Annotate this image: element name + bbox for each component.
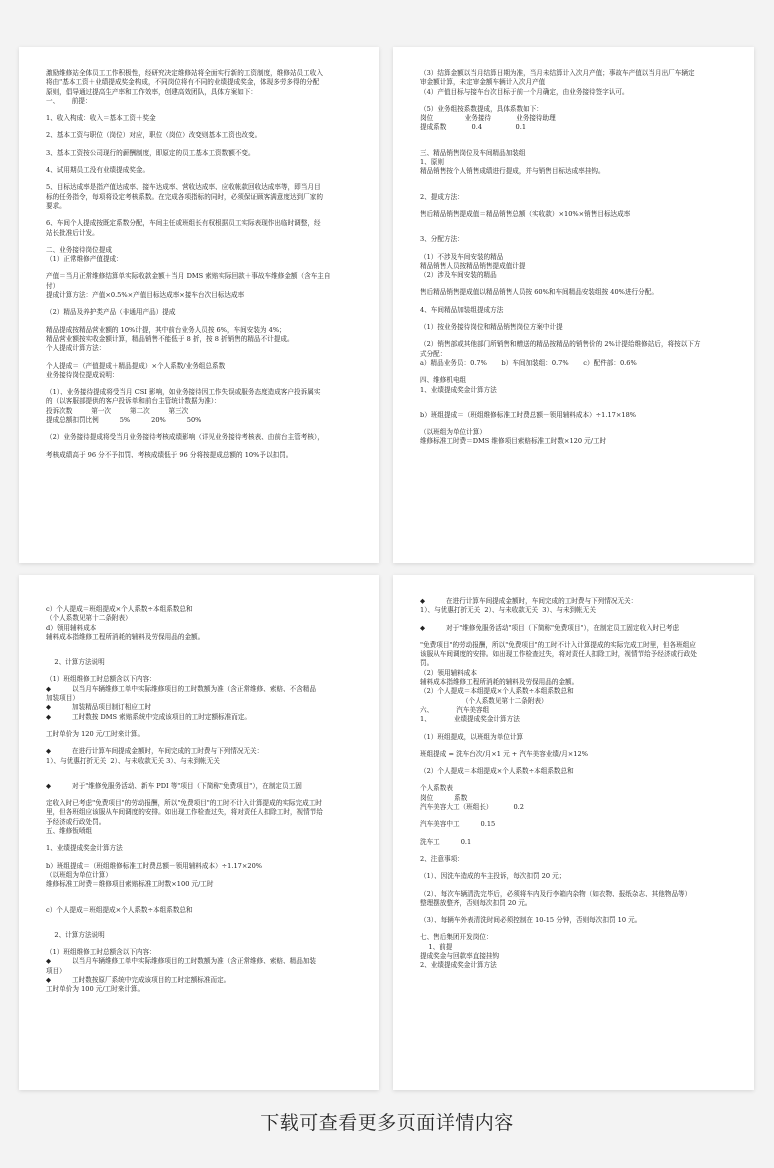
text-line: 站长批准后计发。 [46,228,99,237]
text-line: 2、基本工资与职位（岗位）对应，职位（岗位）改变则基本工资也改变。 [46,131,262,140]
text-line: ◆ 工时数按原厂系统中完成该项目的工时定额标准而定。 [46,976,231,985]
text-line: 1、业绩提成奖金计算方法 [420,385,497,394]
text-line: 3、基本工资按公司现行的薪酬制度，即原定的员工基本工资数额不变。 [46,148,255,157]
blank-line [420,725,730,733]
text-line: ◆ 以当月车辆维修工单中实际维修项目的工时数额为准（含正常维修、索赔、不含精品 [46,684,316,693]
blank-line [420,245,730,253]
text-line: 投诉次数 第一次 第二次 第三次 [46,406,189,415]
blank-line [46,597,355,605]
text-line: 原则，倡导通过提高生产率和工作效率，创建高效团队，具体方案如下： [46,87,257,96]
blank-line [420,847,730,855]
blank-line [46,380,355,388]
text-line: a）精品业务员：0.7% b）车间加装组：0.7% c）配件部：0.6% [420,358,637,367]
blank-line [46,211,355,219]
text-line: （4）产值目标与接车台次目标于前一个月确定，由业务接待签字认可。 [420,87,629,96]
text-line: 整理摆放整齐，否则每次扣罚 20 元。 [420,898,532,907]
text-line: 要求。 [46,201,66,210]
blank-line [46,354,355,362]
blank-line [420,882,730,890]
blank-line [420,298,730,306]
text-line: （2）业务接待提成将受当月业务接待考核成绩影响（详见业务接待考核表、由前台主管考核）， [46,433,324,442]
document-page-4 [393,575,754,1090]
text-line: 辅料成本指维修工程所消耗的辅料及劳保用品的金额。 [46,632,205,641]
text-line: （1）正常维修产值提成： [46,255,123,264]
text-line: 七、售后集团开发岗位： [420,933,493,942]
text-line: 将由"基本工资＋业绩提成奖金构成，不同岗位将有不同的业绩提成奖金，体现多劳多得的分配 [46,78,320,87]
text-line: 精品销售按个人销售成绩进行提成，并与销售目标达成率挂钩。 [420,167,605,176]
text-line: 工时单价为 120 元/工时来计算。 [46,729,145,738]
text-line: 一、 前提： [46,96,92,105]
text-line: 2、提成方法： [420,192,464,201]
text-line: （1）、业务接待提成将受当月 CSI 影响，如业务接待因工作失误或服务态度造成客户投诉属实 [46,388,321,397]
text-line: （2）精品及养护类产品（非通用产品）提成 [46,308,176,317]
blank-line [420,280,730,288]
blank-line [420,742,730,750]
text-line: （3）、每辆车外表清洗时间必须控制在 10-15 分钟，否则每次扣罚 10 元。 [420,916,642,925]
text-line: 维修标准工时费＝DMS 维修项目索赔标准工时数×120 元/工时 [420,437,607,446]
text-line: 提成总额扣罚比例 5% 20% 50% [46,416,202,425]
text-line: 辅料成本指维修工程所消耗的辅料及劳保用品的金额。 [420,678,579,687]
text-line: （以班组为单位计算） [46,870,112,879]
blank-line [46,739,355,747]
text-line: （个人系数见第十二条附表） [420,696,548,705]
text-line: （2）涉及车间安装的精品 [420,271,497,280]
blank-line [420,633,730,641]
text-line: 个人系数表 [420,784,453,793]
blank-line [46,175,355,183]
text-line: 精品销售人员按精品销售提成值计提 [420,261,526,270]
blank-line [420,133,730,141]
blank-line [46,425,355,433]
text-line: 1）、与优惠打折无关 2）、与未收款无关 3）、与未到帐无关 [420,606,596,615]
blank-line [420,315,730,323]
download-more-footer[interactable]: 下载可查看更多页面详情内容 [260,1112,514,1134]
text-line: 6、车间个人提成按既定系数分配，车间主任或班组长有权根据员工实际表现作出临时调整，经 [46,219,321,228]
blank-line [420,227,730,235]
text-line: 班组提成 = 洗车台次/月×1 元 + 汽车美容业绩/月×12% [420,749,588,758]
text-line: 业务接待岗位提成说明： [46,370,119,379]
text-line: 予经济或行政处罚。 [46,817,106,826]
text-line: 1、业绩提成奖金计算方法 [46,844,123,853]
text-line: 1）、与优惠打折无关 2）、与未收款无关 3）、与未到帐无关 [46,756,220,765]
text-line: 式分配： [420,349,447,358]
blank-line [420,97,730,105]
text-line: 项目） [46,966,66,975]
text-line: 岗位 业务接待 业务接待助理 [420,114,556,123]
blank-line [46,443,355,451]
text-line: （个人系数见第十二条附表） [46,614,132,623]
text-line: （2）、每次车辆清洗完毕后，必须将车内及行李箱内杂物（如衣物、报纸杂志、其他物品等） [420,889,692,898]
text-line: 四、维修机电组 [420,376,467,385]
text-line: 六、 汽车美容组 [420,705,490,714]
text-line: 罚。 [420,659,434,668]
blank-line [46,915,355,923]
text-line: 洗车工 0.1 [420,837,472,846]
text-line: ◆ 在进行计算车间提成金额时，车间完成的工时费与下列情况无关： [46,747,264,756]
blank-line [420,812,730,820]
text-line: （1）班组提成，以班组为单位计算 [420,732,524,741]
text-line: ◆ 对于"维修免服务活动"项目（下简称"免费项目"），在制定员工固定收入时已考虑 [420,623,680,632]
text-line: 个人提成计算方法： [46,344,106,353]
text-line: 4、试用期员工没有业绩提成奖金。 [46,166,150,175]
text-line: 2、计算方法说明 [46,930,105,939]
text-line: 4、车间精品加装组提成方法 [420,305,504,314]
text-line: 3、分配方法： [420,235,464,244]
blank-line [46,106,355,114]
text-line: 五、维修钣喷组 [46,827,93,836]
blank-line [420,185,730,193]
text-line: 产值＝当月正常维修结算单实际收款金额＋当月 DMS 索赔实际回款＋事故车维修金额（含车主自 [46,272,331,281]
blank-line [46,300,355,308]
text-line: （1）班组维修工时总额含以下内容： [46,948,156,957]
blank-line [420,864,730,872]
document-page-3 [19,575,379,1090]
text-line: （1）不涉及车间安装的精品 [420,252,504,261]
text-line: （1）、因洗车造成的车主投诉，每次扣罚 20 元； [420,872,566,881]
blank-line [420,395,730,403]
text-line: 精品营业额按实收金额计算，精品销售不能低于 8 折，按 8 折销售的精品不计提成。 [46,334,294,343]
text-line: ◆ 对于"维修免服务活动、新车 PDI 等"项目（下简称"免费项目"），在制定员工固 [46,781,302,790]
text-line: 汽车美容中工 0.15 [420,820,496,829]
text-line: ◆ 工时数按 DMS 索赔系统中完成该项目的工时定额标准而定。 [46,712,252,721]
blank-line [420,830,730,838]
blank-line [420,908,730,916]
text-line: 汽车美容大工（班组长） 0.2 [420,803,524,812]
blank-line [420,219,730,227]
blank-line [420,420,730,428]
text-line: 个人提成＝（产值提成＋精品提成）×个人系数/业务组总系数 [46,361,226,370]
text-line: 标的任务指令，每项将设定考核系数。在完成各项指标的同时，必须保证顾客满意度达到厂家的 [46,192,323,201]
text-line: 售后精品销售提成值＝精品销售总额（实收款）×10%×销售目标达成率 [420,209,631,218]
text-line: （2）销售部或其他部门所销售和赠送的精品按精品的销售价的 2%计提给维修站后，将按以下方 [420,340,701,349]
text-line: 提成系数 0.4 0.1 [420,123,527,132]
blank-line [46,940,355,948]
text-line: （1）班组维修工时总额含以下内容： [46,675,156,684]
text-line: 里，但各班组应该服从车间调度的安排。如出现工作检查过失，将对责任人扣除工时，视情节给 [46,808,323,817]
text-line: 二、业务接待岗位提成 [46,245,112,254]
text-line: 定收入时已考虑"免费项目"的劳动报酬，所以"免费项目"的工时不计入计算提成的实际完成工时 [46,799,322,808]
text-line: 2、计算方法说明 [46,658,105,667]
blank-line [46,158,355,166]
blank-line [46,766,355,774]
text-line: 5、目标达成率是指产值达成率、接车达成率、营收达成率、应收帐款回收达成率等，即当月目 [46,183,321,192]
text-line: 提成计算方法：产值×0.5%×产值目标达成率×接车台次目标达成率 [46,291,245,300]
blank-line [46,238,355,246]
blank-line [46,650,355,658]
blank-line [46,791,355,799]
blank-line [46,836,355,844]
blank-line [420,759,730,767]
blank-line [46,898,355,906]
text-line: 2、业绩提成奖金计算方法 [420,961,497,970]
blank-line [420,368,730,376]
blank-line [46,141,355,149]
document-page-1 [19,47,379,563]
blank-line [46,722,355,730]
text-line: 岗位 系数 [420,793,468,802]
blank-line [46,264,355,272]
text-line: 工时单价为 100 元/工时来计算。 [46,985,145,994]
text-line: 三、精品销售岗位及车间精品加装组 [420,148,526,157]
blank-line [420,925,730,933]
blank-line [420,403,730,411]
text-line: 付） [46,281,60,290]
text-line: （1）按业务接待岗位和精品销售岗位方案中计提 [420,323,563,332]
text-line: b）班组提成＝（班组维修标准工时费总额－领用辅料成本）÷1.17×18% [420,410,637,419]
text-line: 审金额计算，未定审金额车辆计入次月产值 [420,78,546,87]
blank-line [420,616,730,624]
blank-line [46,642,355,650]
document-page-2 [393,47,754,563]
blank-line [420,776,730,784]
text-line: 1、前提 [420,942,453,951]
text-line: 维修标准工时费＝维修项目索赔标准工时数×100 元/工时 [46,880,214,889]
text-line: ◆ 以当月车辆维修工单中实际维修项目的工时数额为准（含正常维修、索赔、精品加装 [46,957,316,966]
text-line: （2）领用辅料成本 [420,668,477,677]
text-line: 1、 业绩提成奖金计算方法 [420,715,520,724]
blank-line [46,923,355,931]
text-line: 售后精品销售提成值以精品销售人员按 60%和车间精品安装组按 40%进行分配。 [420,288,658,297]
text-line: 精品提成按精品营业额的 10%计提，其中前台业务人员按 6%，车间安装为 4%； [46,325,286,334]
text-line: d）领用辅料成本 [46,623,97,632]
blank-line [46,123,355,131]
text-line: （以班组为单位计算） [420,428,486,437]
text-line: （3）结算金额以当月结算日期为准，当月未结算计入次月产值；事故车产值以当月出厂车辆定 [420,69,695,77]
text-line: "免费项目"的劳动报酬，所以"免费项目"的工时不计入计算提成的实际完成工时里，但各班组应 [420,640,696,649]
blank-line [420,202,730,210]
text-line: 考核成绩高于 96 分不予扣罚、考核成绩低于 96 分将按提成总额的 10%予以扣罚。 [46,450,293,459]
blank-line [46,854,355,862]
text-line: 2、注意事项： [420,854,464,863]
text-line: 提成奖金与回款率直接挂钩 [420,952,500,961]
blank-line [420,332,730,340]
text-line: ◆ 加装精品项目制订相应工时 [46,703,152,712]
text-line: c）个人提成＝班组提成×个人系数÷本组系数总和 [46,905,193,914]
blank-line [46,667,355,675]
blank-line [46,318,355,326]
blank-line [420,177,730,185]
text-line: 1、原则 [420,158,444,167]
text-line: c）个人提成＝班组提成×个人系数÷本组系数总和 [46,605,193,613]
text-line: （5）业务组按系数提成，具体系数如下： [420,104,543,113]
text-line: （2）个人提成＝本组提成×个人系数÷本组系数总和 [420,687,574,696]
text-line: 加装项目） [46,694,79,703]
text-line: 的（以客服部提供的客户投诉单和前台主管统计数据为准）： [46,397,221,406]
blank-line [46,890,355,898]
blank-line [46,774,355,782]
blank-line [420,141,730,149]
text-line: 激励维修站全体员工工作积极性，经研究决定维修站将全面实行新的工资制度，维修站员工收入 [46,69,323,77]
text-line: 该服从车间调度的安排。如出现工作检查过失，将对责任人扣除工时，视情节给予经济或行政处 [420,650,697,659]
text-line: ◆ 在进行计算车间提成金额时，车间完成的工时费与下列情况无关： [420,597,638,605]
text-line: 1、收入构成：收入＝基本工资＋奖金 [46,114,156,123]
text-line: （2）个人提成＝本组提成×个人系数÷本组系数总和 [420,767,574,776]
text-line: b）班组提成＝（班组维修标准工时费总额－领用辅料成本）÷1.17×20% [46,861,263,870]
